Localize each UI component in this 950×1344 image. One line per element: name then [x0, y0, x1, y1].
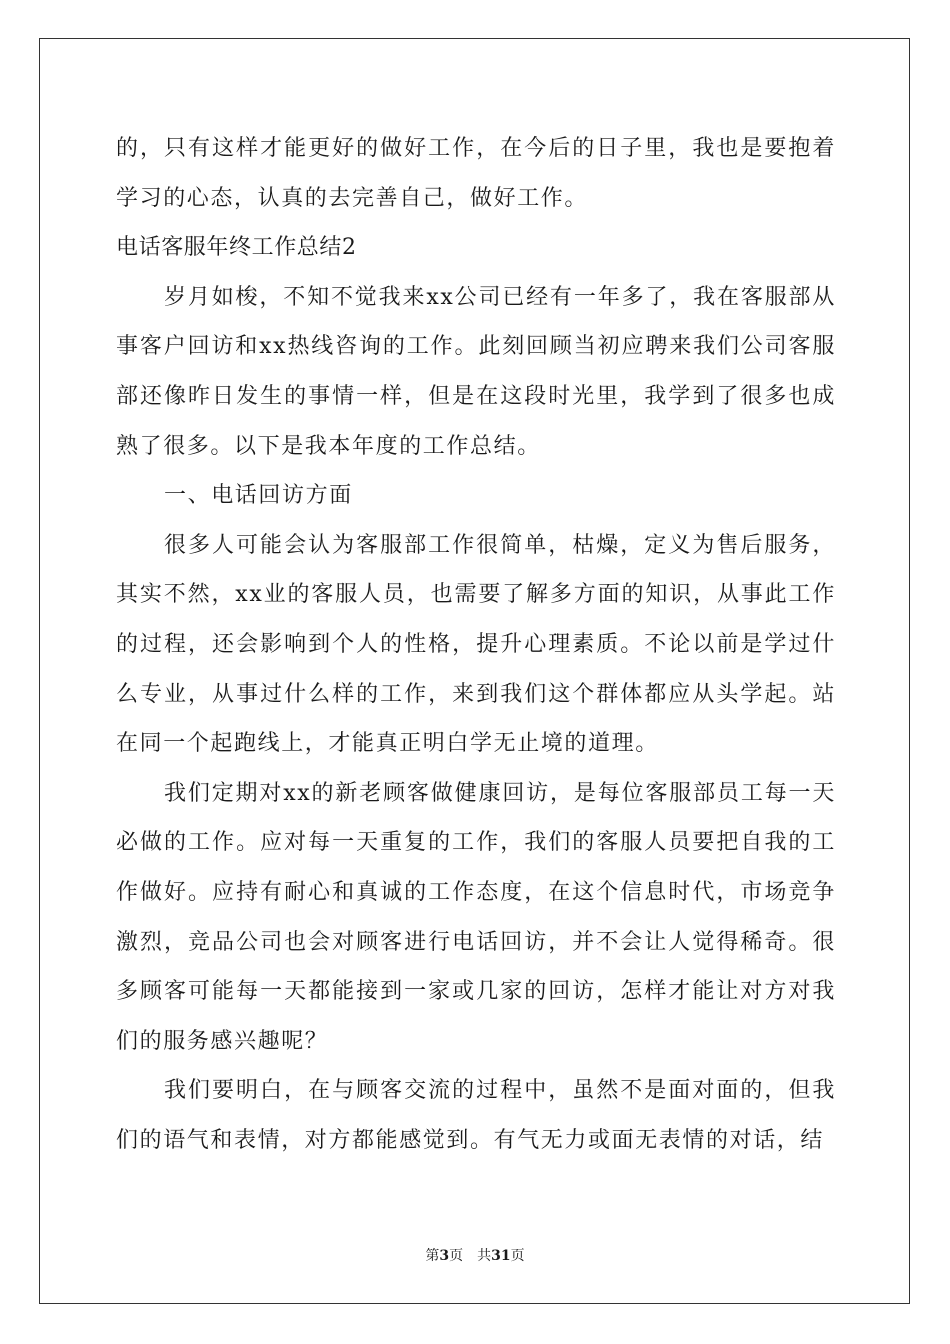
- paragraph-communication-tone: 我们要明白，在与顾客交流的过程中，虽然不是面对面的，但我们的语气和表情，对方都能感觉到。有气无力或面无表情的对话，结: [116, 1078, 836, 1153]
- section-heading: 电话客服年终工作总结2: [116, 235, 357, 261]
- total-pages-label: 共31页: [477, 1248, 525, 1264]
- subsection-heading-phone-followup: 一、电话回访方面: [164, 483, 353, 509]
- paragraph-intro: 岁月如梭，不知不觉我来xx公司已经有一年多了，我在客服部从事客户回访和xx热线咨询的工作。此刻回顾当初应聘来我们公司客服部还像昨日发生的事情一样，但是在这段时光里，我学到了很多也成熟了很多。以下是我本年度的工作总结。: [116, 284, 836, 459]
- paragraph-job-perception: 很多人可能会认为客服部工作很简单，枯燥，定义为售后服务，其实不然，xx业的客服人员，也需要了解多方面的知识，从事此工作的过程，还会影响到个人的性格，提升心理素质。不论以前是学过什么专业，从事过什么样的工作，来到我们这个群体都应从头学起。站在同一个起跑线上，才能真正明白学无止境的道理。: [116, 532, 836, 757]
- page-footer: [0, 1246, 950, 1266]
- paragraph-regular-followup: 我们定期对xx的新老顾客做健康回访，是每位客服部员工每一天必做的工作。应对每一天重复的工作，我们的客服人员要把自我的工作做好。应持有耐心和真诚的工作态度，在这个信息时代，市场竞争激烈，竞品公司也会对顾客进行电话回访，并不会让人觉得稀奇。很多顾客可能每一天都能接到一家或几家的回访，怎样才能让对方对我们的服务感兴趣呢？: [116, 780, 836, 1054]
- page-number-label: 第3页: [425, 1248, 464, 1264]
- document-body: [116, 124, 836, 1165]
- paragraph-continuation: 的，只有这样才能更好的做好工作，在今后的日子里，我也是要抱着学习的心态，认真的去完善自己，做好工作。: [116, 136, 836, 211]
